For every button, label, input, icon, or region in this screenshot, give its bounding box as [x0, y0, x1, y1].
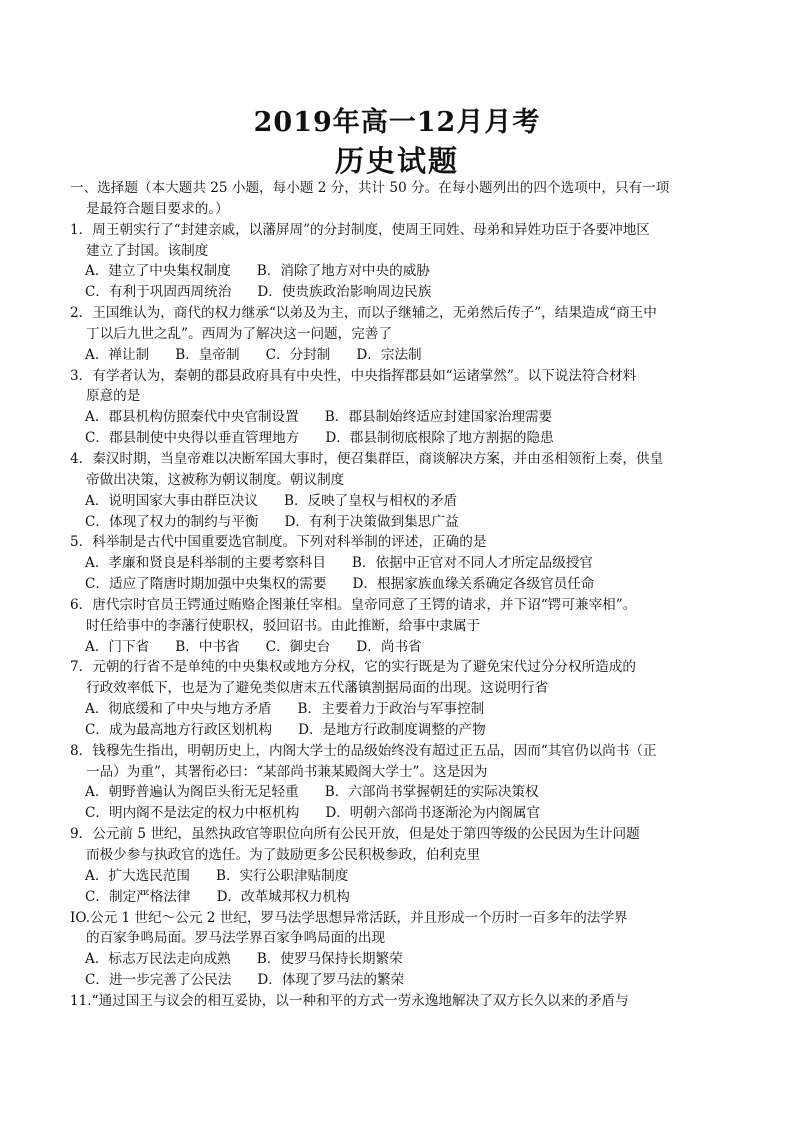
question-stem-line: 丁以后九世之乱”。西周为了解决这一问题，完善了 — [86, 325, 393, 342]
answer-options-row — [70, 699, 730, 720]
answer-options-row — [70, 282, 730, 303]
answer-option[interactable]: C．明内阁不是法定的权力中枢机构 — [85, 805, 300, 822]
answer-options-row — [70, 887, 730, 908]
answer-option[interactable]: B．中书省 — [175, 638, 240, 655]
answer-option[interactable]: C．适应了隋唐时期加强中央集权的需要 — [85, 576, 327, 593]
answer-option[interactable]: A．建立了中央集权制度 — [85, 263, 231, 280]
answer-options-row — [70, 491, 730, 512]
answer-option[interactable]: C．制定严格法律 — [85, 888, 191, 905]
answer-option[interactable]: B．使罗马保持长期繁荣 — [256, 951, 403, 968]
answer-option[interactable]: A．说明国家大事由群臣决议 — [85, 492, 258, 509]
question-stem-line: 4．秦汉时期，当皇帝难以决断军国大事时，便召集群臣，商谈解决方案，并由丞相领衔上奏，供皇 — [70, 450, 664, 467]
answer-option[interactable]: A．朝野普遍认为阁臣头衔无足轻重 — [85, 784, 299, 801]
answer-options-row — [70, 637, 730, 658]
question-item — [70, 824, 730, 907]
question-stem-line: 而极少参与执政官的选任。为了鼓励更多公民积极参政，伯利克里 — [86, 847, 481, 863]
answer-option[interactable]: B．实行公职津贴制度 — [215, 867, 349, 884]
question-stem-line: 1．周王朝实行了“封建亲戚，以藩屏周”的分封制度，使周王同姓、母弟和异姓功臣于各要冲地区 — [70, 221, 650, 238]
answer-options-row — [70, 512, 730, 533]
answer-option[interactable]: B．消除了地方对中央的威胁 — [256, 263, 430, 280]
answer-option[interactable]: D．明朝六部尚书逐渐沦为内阁属官 — [325, 805, 541, 822]
answer-option[interactable]: D．郡县制彻底根除了地方割据的隐患 — [325, 430, 554, 447]
question-stem-line: 3．有学者认为，秦朝的郡县政府具有中央性，中央指挥郡县如“运诸掌然”。以下说法符合材料 — [70, 367, 637, 384]
question-list — [70, 178, 730, 1012]
answer-options-row — [70, 970, 730, 991]
question-stem-line: 一品）为重”，其署衔必曰：“某部尚书兼某殿阁大学士”。这是因为 — [86, 763, 488, 780]
answer-option[interactable]: D．宗法制 — [356, 346, 422, 363]
exam-title: 2019年高一12月月考 — [253, 107, 541, 138]
answer-options-row — [70, 345, 730, 366]
answer-option[interactable]: D．体现了罗马法的繁荣 — [257, 972, 405, 989]
question-item — [70, 303, 730, 366]
section-instructions-continued: 是最符合题目要求的。） — [86, 200, 229, 217]
answer-option[interactable]: B．反映了皇权与相权的矛盾 — [283, 492, 458, 509]
question-stem-line: 2．王国维认为，商代的权力继承“以弟及为主，而以子继辅之，无弟然后传子”，结果造成“商王中 — [70, 305, 657, 322]
answer-options-row — [70, 261, 730, 282]
question-stem-line: 11.“通过国王与议会的相互妥协，以一种和平的方式一劳永逸地解决了双方长久以来的矛盾与 — [70, 992, 629, 1009]
question-item — [70, 741, 730, 824]
question-stem-line: 的百家争鸣局面。罗马法学界百家争鸣局面的出现 — [86, 930, 386, 947]
answer-option[interactable]: A．彻底缓和了中央与地方矛盾 — [85, 701, 272, 718]
answer-options-row — [70, 866, 730, 887]
answer-options-row — [70, 949, 730, 970]
answer-option[interactable]: D．是地方行政制度调整的产物 — [298, 721, 486, 738]
answer-option[interactable]: D．根据家族血缘关系确定各级官员任命 — [352, 576, 595, 593]
question-item — [70, 366, 730, 449]
answer-options-row — [70, 720, 730, 741]
answer-option[interactable]: B．主要着力于政治与军事控制 — [297, 701, 485, 718]
answer-option[interactable]: C．体现了权力的制约与平衡 — [85, 513, 259, 530]
question-item — [70, 595, 730, 658]
answer-option[interactable]: D．尚书省 — [356, 638, 422, 655]
answer-option[interactable]: B．皇帝制 — [175, 346, 240, 363]
question-item — [70, 657, 730, 740]
answer-option[interactable]: C．进一步完善了公民法 — [85, 972, 232, 989]
question-item — [70, 220, 730, 303]
answer-option[interactable]: B．郡县制始终适应封建国家治理需要 — [324, 409, 553, 426]
answer-option[interactable]: A．禅让制 — [85, 346, 150, 363]
answer-option[interactable]: B．六部尚书掌握朝廷的实际决策权 — [324, 784, 539, 801]
question-stem-line: 帝做出决策，这被称为朝议制度。朝议制度 — [86, 471, 345, 488]
question-stem-line: 8．钱穆先生指出，明朝历史上，内阁大学士的品级始终没有超过正五品，因而“其官仍以尚书（正 — [70, 742, 657, 759]
question-stem-line: 行政效率低下，也是为了避免类似唐末五代藩镇割据局面的出现。这说明行省 — [86, 680, 549, 697]
exam-subtitle: 历史试题 — [334, 144, 459, 178]
question-stem-line: 6．唐代宗时官员王锷通过贿赂企图兼任宰相。皇帝同意了王锷的请求，并下诏“锷可兼宰相”。 — [70, 596, 637, 613]
answer-options-row — [70, 407, 730, 428]
question-item — [70, 532, 730, 595]
question-item — [70, 908, 730, 991]
question-stem-line: 建立了封国。该制度 — [86, 242, 209, 259]
answer-option[interactable]: A．孝廉和贤良是科举制的主要考察科目 — [85, 555, 326, 572]
answer-option[interactable]: C．御史台 — [265, 638, 331, 655]
answer-option[interactable]: C．成为最高地方行政区划机构 — [85, 721, 273, 738]
answer-option[interactable]: A．郡县机构仿照秦代中央官制设置 — [85, 409, 299, 426]
question-stem-line: 5．科举制是古代中国重要选官制度。下列对科举制的评述，正确的是 — [70, 534, 487, 551]
question-stem-line: 9．公元前 5 世纪，虽然执政官等职位向所有公民开放，但是处于第四等级的公民因为生计问题 — [70, 826, 640, 843]
answer-option[interactable]: B．依据中正官对不同人才所定品级授官 — [351, 555, 594, 572]
question-stem-line: 时任给事中的李藩行使职权，驳回诏书。由此推断，给事中隶属于 — [86, 617, 481, 634]
answer-options-row — [70, 553, 730, 574]
answer-option[interactable]: A．标志万民法走向成熟 — [85, 951, 231, 968]
question-stem-line: IO.公元 1 世纪～公元 2 世纪，罗马法学思想异常活跃，并且形成一个历时一百多年的法学界 — [70, 909, 628, 926]
section-instructions: 一、选择题（本大题共 25 小题，每小题 2 分，共计 50 分。在每小题列出的四个选项中，只有一项 — [70, 180, 670, 196]
answer-options-row — [70, 574, 730, 595]
answer-option[interactable]: D．有利于决策做到集思广益 — [284, 513, 459, 530]
question-item — [70, 991, 730, 1012]
answer-option[interactable]: D．使贵族政治影响周边民族 — [257, 284, 432, 301]
answer-options-row — [70, 428, 730, 449]
question-stem-line: 原意的是 — [86, 388, 141, 405]
answer-option[interactable]: D．改革城邦权力机构 — [216, 888, 350, 905]
answer-option[interactable]: C．有利于巩固西周统治 — [85, 284, 232, 301]
question-stem-line: 7．元朝的行省不是单纯的中央集权或地方分权，它的实行既是为了避免宋代过分分权所造成的 — [70, 659, 636, 676]
answer-option[interactable]: A．门下省 — [85, 638, 150, 655]
answer-options-row — [70, 782, 730, 803]
answer-option[interactable]: C．分封制 — [265, 346, 331, 363]
question-item — [70, 449, 730, 532]
answer-option[interactable]: C．郡县制使中央得以垂直管理地方 — [85, 430, 300, 447]
answer-options-row — [70, 803, 730, 824]
answer-option[interactable]: A．扩大选民范围 — [85, 867, 190, 884]
